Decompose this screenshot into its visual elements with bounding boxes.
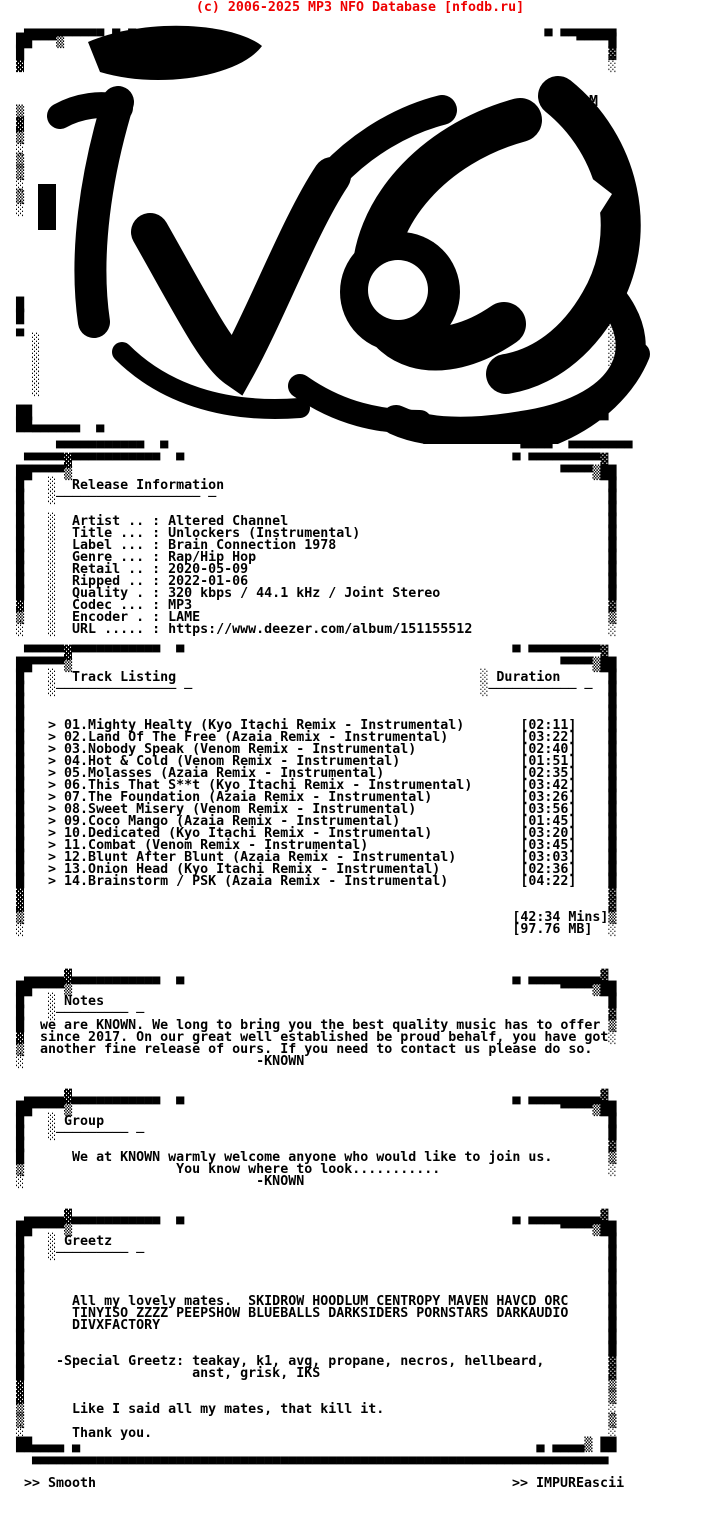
release-field-genre: █ ░ Genre ... : Rap/Hip Hop █ bbox=[0, 550, 617, 565]
art-frame-row: ▒ bbox=[0, 154, 25, 169]
release-underline-row: █ ░────────────────── ─ █ bbox=[0, 490, 617, 505]
art-frame-row bbox=[0, 216, 720, 228]
group-header-row: █ ░ Group █ bbox=[0, 1114, 617, 1129]
blank-row: █ █ bbox=[0, 1282, 617, 1297]
track-row-14: █ > 14.Brainstorm / PSK (Azaia Remix - Instrumental) [04:22] █ bbox=[0, 874, 617, 889]
blank-row: █ █ bbox=[0, 1270, 617, 1285]
blank-row: █ █ bbox=[0, 1330, 617, 1345]
footer-credit-impureascii: >> IMPUREascii bbox=[512, 1476, 625, 1491]
notes-section bbox=[0, 972, 720, 1068]
box-bottom-corner-ornament: ██▄▄▄▄ ▄ ▄ ▄▄▄▄▒ ██ bbox=[0, 1438, 617, 1453]
blank-row: █ █ bbox=[0, 706, 617, 721]
art-frame-row: ░ ░ bbox=[0, 334, 617, 349]
notes-signature-row: ░ -KNOWN bbox=[0, 1054, 305, 1069]
art-frame-row: ▒ bbox=[0, 190, 25, 205]
art-frame-row: ▓ bbox=[0, 118, 25, 133]
release-field-quality: █ ░ Quality . : 320 kbps / 44.1 kHz / Joint Stereo █ bbox=[0, 586, 617, 601]
art-frame-row: ▄ ░ bbox=[0, 322, 617, 337]
release-field-title: █ ░ Title ... : Unlockers (Instrumental) █ bbox=[0, 526, 617, 541]
group-signature-row: ░ -KNOWN bbox=[0, 1174, 305, 1189]
track-listing-section bbox=[0, 648, 720, 936]
art-frame-row: ▒ bbox=[0, 106, 25, 121]
group-line-row: █ We at KNOWN warmly welcome anyone who would like to join us. ▒ bbox=[0, 1150, 617, 1165]
art-frame-row bbox=[0, 288, 720, 300]
art-frame-row: ▒ bbox=[0, 166, 25, 181]
tracklist-underline-row: █ ░─────────────── ─ ░─────────── ─ █ bbox=[0, 682, 617, 697]
art-frame-row bbox=[0, 264, 720, 276]
notes-line-row: ▓ since 2017. On our great well established be proud behalf, you have got░ bbox=[0, 1030, 617, 1045]
site-header-link[interactable]: (c) 2006-2025 MP3 NFO Database [nfodb.ru] bbox=[195, 0, 525, 15]
art-frame-row: ▄▄ bbox=[0, 394, 609, 409]
release-field-encoder: ▒ ░ Encoder . : LAME ▒ bbox=[0, 610, 617, 625]
footer-credit-smooth: >> Smooth bbox=[24, 1476, 97, 1491]
track-row-01: █ > 01.Mighty Healty (Kyo Itachi Remix - Instrumental) [02:11] █ bbox=[0, 718, 617, 733]
art-frame-row bbox=[0, 276, 720, 288]
greetz-line-row: █ TINYISO ZZZZ PEEPSHOW BLUEBALLS DARKSIDERS PORNSTARS DARKAUDIO █ bbox=[0, 1306, 617, 1321]
art-frame-row bbox=[0, 96, 720, 108]
box-corner-ornament: ██▀▀▀▀▒ ▀▀▀▀▒██ bbox=[0, 658, 617, 673]
blank-row: ▓ ▒ bbox=[0, 1390, 617, 1405]
track-row-06: █ > 06.This That S**t (Kyo Itachi Remix - Instrumental) [03:42] █ bbox=[0, 778, 617, 793]
footer-row bbox=[0, 1476, 720, 1490]
blank-row: ▓ ▓ bbox=[0, 898, 617, 913]
box-top-ornament: ▀▀▀▀▀▓▀▀▀▀▀▀▀▀▀▀▀ ▀ ▀ ▀▀▀▀▀▀▀▀▀▓ bbox=[0, 454, 609, 469]
greetz-line-row: █ DIVXFACTORY █ bbox=[0, 1318, 617, 1333]
blank-row: █ ▓ bbox=[0, 1138, 617, 1153]
blank-row: █ █ bbox=[0, 1342, 617, 1357]
art-frame-row bbox=[0, 84, 720, 96]
greetz-thanks-row: ░ Thank you. ░ bbox=[0, 1426, 617, 1441]
tracklist-total-size-row: ░ [97.76 MB] ░ bbox=[0, 922, 617, 937]
track-row-11: █ > 11.Combat (Venom Remix - Instrumental) [03:45] █ bbox=[0, 838, 617, 853]
release-field-ripped: █ ░ Ripped .. : 2022-01-06 █ bbox=[0, 574, 617, 589]
track-row-09: █ > 09.Coco Mango (Azaia Remix - Instrumental) [01:45] █ bbox=[0, 814, 617, 829]
group-underline-row: █ ░───────── ─ █ bbox=[0, 1126, 617, 1141]
blank-row: ▓ ▓ bbox=[0, 886, 617, 901]
release-field-label: █ ░ Label ... : Brain Connection 1978 █ bbox=[0, 538, 617, 553]
box-corner-ornament: ██▀▀▀▀▒ ▀▀▀▀▒██ bbox=[0, 1102, 617, 1117]
release-field-artist: █ ░ Artist .. : Altered Channel █ bbox=[0, 514, 617, 529]
release-field-url[interactable]: ░ ░ URL ..... : https://www.deezer.com/album/151155512 ░ bbox=[0, 622, 617, 637]
art-frame-row: ██ ▄▄▄▄▄▄ bbox=[0, 406, 609, 421]
artist-signature: sM bbox=[580, 92, 599, 110]
art-frame-row bbox=[0, 240, 720, 252]
track-row-13: █ > 13.Onion Head (Kyo Itachi Remix - Instrumental) [02:36] █ bbox=[0, 862, 617, 877]
greetz-section bbox=[0, 1212, 720, 1464]
art-frame-row: ░ bbox=[0, 202, 25, 217]
greetz-special-row: █ anst, grisk, IKS ▓ bbox=[0, 1366, 617, 1381]
track-row-03: █ > 03.Nobody Speak (Venom Remix - Instrumental) [02:40] █ bbox=[0, 742, 617, 757]
art-frame-row: █ bbox=[0, 298, 25, 313]
art-frame-row: ░ bbox=[0, 370, 41, 385]
track-row-05: █ > 05.Molasses (Azaia Remix - Instrumental) [02:35] █ bbox=[0, 766, 617, 781]
art-frame-row bbox=[0, 252, 720, 264]
art-frame-row bbox=[0, 72, 720, 84]
art-frame-row: ░ bbox=[0, 382, 41, 397]
notes-underline-row: █ ░───────── ─ ▓ bbox=[0, 1006, 617, 1021]
group-section bbox=[0, 1092, 720, 1188]
notes-line-row: █ we are KNOWN. We long to bring you the best quality music has to offer ▒ bbox=[0, 1018, 617, 1033]
track-row-10: █ > 10.Dedicated (Kyo Itachi Remix - Instrumental) [03:20] █ bbox=[0, 826, 617, 841]
release-field-codec: ▓ ░ Codec ... : MP3 ▓ bbox=[0, 598, 617, 613]
art-frame-row: █ ▓ bbox=[0, 46, 617, 61]
track-row-12: █ > 12.Blunt After Blunt (Azaia Remix - Instrumental) [03:03] █ bbox=[0, 850, 617, 865]
box-top-ornament: ▄▄▄▄▄▓▄▄▄▄▄▄▄▄▄▄▄ ▄ ▄ ▄▄▄▄▄▄▄▄▄▓ bbox=[0, 970, 609, 985]
art-frame-row: ░ ░ bbox=[0, 346, 617, 361]
art-frame-row: ▓ ░ bbox=[0, 58, 617, 73]
greetz-header-row: █ ░ Greetz █ bbox=[0, 1234, 617, 1249]
release-info-section bbox=[0, 456, 720, 636]
art-frame-row: ▀▀▀▀▀▀▀▀▀▀▀ ▀ ▀▀▀▀ ▀▀▀▀▀▀▀▀ bbox=[0, 442, 633, 457]
art-frame-row bbox=[0, 228, 720, 240]
box-top-ornament: ▀▀▀▀▀▓▀▀▀▀▀▀▀▀▀▀▀ ▀ ▀ ▀▀▀▀▀▀▀▀▀▓ bbox=[0, 646, 609, 661]
art-frame-row: ▒ bbox=[0, 130, 25, 145]
box-top-ornament: ▄▄▄▄▄▓▄▄▄▄▄▄▄▄▄▄▄ ▄ ▄ ▄▄▄▄▄▄▄▄▄▓ bbox=[0, 1090, 609, 1105]
box-bottom-bar: ▄▄▄▄▄▄▄▄▄▄▄▄▄▄▄▄▄▄▄▄▄▄▄▄▄▄▄▄▄▄▄▄▄▄▄▄▄▄▄▄▄▄▄▄▄▄▄▄▄▄▄▄▄▄▄▄▄▄▄▄▄▄▄▄▄▄▄▄▄▄▄▄ bbox=[0, 1450, 609, 1465]
notes-header-row: █ ░ Notes █ bbox=[0, 994, 617, 1009]
group-line-row: ▒ You know where to look........... ░ bbox=[0, 1162, 617, 1177]
art-frame-row: ░ bbox=[0, 178, 25, 193]
tracklist-header-row: █ ░ Track Listing ░ Duration █ bbox=[0, 670, 617, 685]
blank-row: █ █ bbox=[0, 694, 617, 709]
blank-row: ▒ ▒ bbox=[0, 1414, 617, 1429]
art-frame-row: ▄▄▄▄▄▄▄▄▄▄ ▄ ▄ ▄ ▄▄▄▄▄▄▄ bbox=[0, 22, 617, 37]
release-field-retail: █ ░ Retail .. : 2020-05-09 █ bbox=[0, 562, 617, 577]
greetz-closing-row: ▒ Like I said all my mates, that kill it. ░ bbox=[0, 1402, 617, 1417]
greetz-underline-row: █ ░───────── ─ █ bbox=[0, 1246, 617, 1261]
box-corner-ornament: ██▀▀▀▀▒ ▀▀▀▀▒██ bbox=[0, 1222, 617, 1237]
blank-row: █ █ bbox=[0, 502, 617, 517]
tracklist-total-time-row: ▒ [42:34 Mins]▒ bbox=[0, 910, 617, 925]
track-row-04: █ > 04.Hot & Cold (Venom Remix - Instrumental) [01:51] █ bbox=[0, 754, 617, 769]
greetz-line-row: █ All my lovely mates. SKIDROW HOODLUM CENTROPY MAVEN HAVCD ORC █ bbox=[0, 1294, 617, 1309]
art-frame-row: ░ bbox=[0, 142, 25, 157]
art-frame-row: ██▄▄▄▄▄▄ ▄ bbox=[0, 418, 105, 433]
notes-line-row: ▒ another fine release of ours. If you need to contact us please do so. bbox=[0, 1042, 593, 1057]
track-row-08: █ > 08.Sweet Misery (Venom Remix - Instrumental) [03:56] █ bbox=[0, 802, 617, 817]
art-frame-row: █ ░ bbox=[0, 310, 617, 325]
art-frame-row: ░ ░ bbox=[0, 358, 617, 373]
box-corner-ornament: ██▀▀▀▀▒ ▀▀▀▀▒██ bbox=[0, 982, 617, 997]
release-header-row: █ ░ Release Information █ bbox=[0, 478, 617, 493]
art-frame-ornaments bbox=[0, 24, 720, 456]
art-frame-row: ██▀▀▀▒ ▀▀▀▀█ bbox=[0, 34, 617, 49]
track-row-07: █ > 07.The Foundation (Azaia Remix - Instrumental) [03:26] █ bbox=[0, 790, 617, 805]
greetz-special-row: █ -Special Greetz: teakay, k1, avg, propane, necros, hellbeard, ▓ bbox=[0, 1354, 617, 1369]
box-corner-ornament: ██▀▀▀▀▒ ▀▀▀▀▒██ bbox=[0, 466, 617, 481]
blank-row: ▓ ▒ bbox=[0, 1378, 617, 1393]
track-row-02: █ > 02.Land Of The Free (Azaia Remix - Instrumental) [03:22] █ bbox=[0, 730, 617, 745]
box-top-ornament: ▄▄▄▄▄▓▄▄▄▄▄▄▄▄▄▄▄ ▄ ▄ ▄▄▄▄▄▄▄▄▄▓ bbox=[0, 1210, 609, 1225]
blank-row: █ █ bbox=[0, 1258, 617, 1273]
